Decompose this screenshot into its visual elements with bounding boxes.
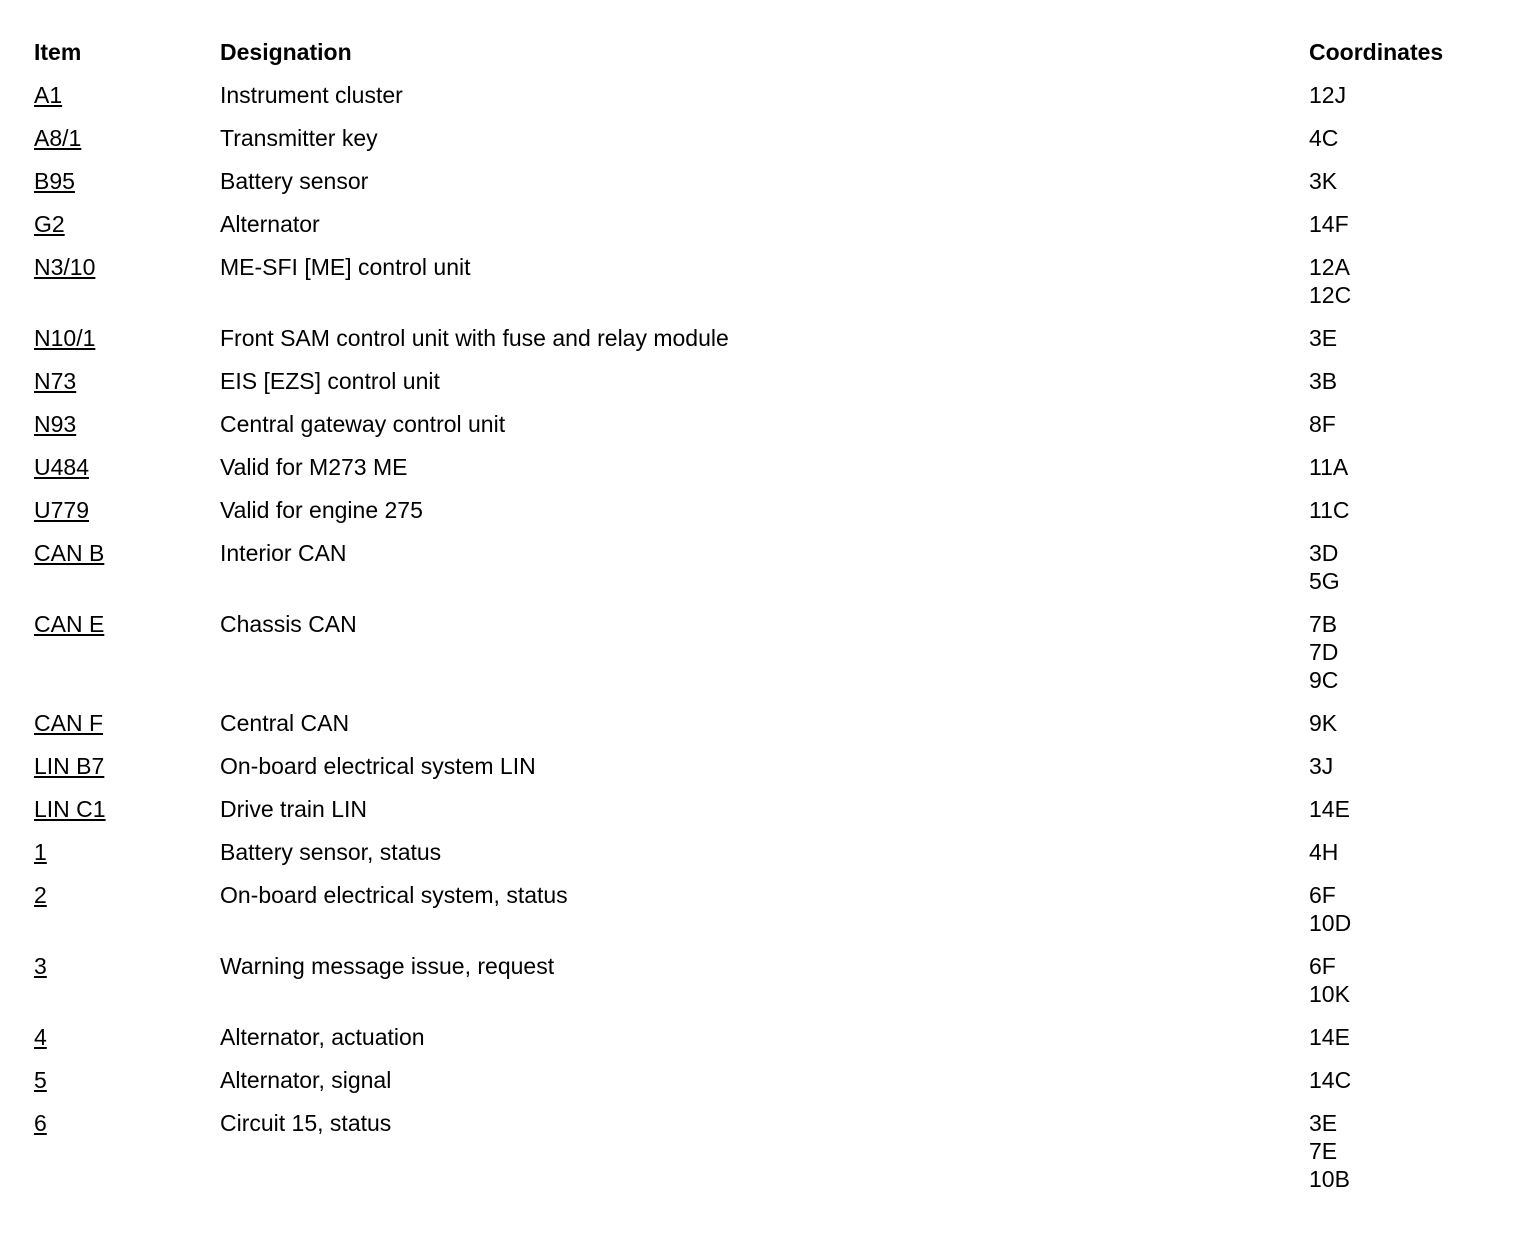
item-link[interactable]: U484 xyxy=(34,454,89,480)
item-cell xyxy=(34,1023,220,1051)
item-cell xyxy=(34,838,220,866)
table-row xyxy=(34,709,1494,737)
coordinates-cell xyxy=(1309,709,1494,737)
table-row xyxy=(34,881,1494,937)
coordinates-cell xyxy=(1309,124,1494,152)
coordinate-value: 6F xyxy=(1309,953,1336,979)
item-link[interactable]: B95 xyxy=(34,168,75,194)
item-link[interactable]: LIN B7 xyxy=(34,753,105,779)
coordinate-value: 12A xyxy=(1309,254,1350,280)
coordinate-value: 3B xyxy=(1309,368,1338,394)
coordinate-value: 9K xyxy=(1309,710,1338,736)
table-body xyxy=(34,81,1494,1193)
coordinate-value: 3J xyxy=(1309,753,1334,779)
item-cell xyxy=(34,539,220,567)
coordinates-cell xyxy=(1309,952,1494,1008)
coordinate-value: 4C xyxy=(1309,125,1339,151)
header-item: Item xyxy=(34,39,82,65)
coordinate-value: 9C xyxy=(1309,667,1339,693)
designation-cell: Valid for M273 ME xyxy=(220,454,408,480)
coordinates-cell xyxy=(1309,167,1494,195)
item-cell xyxy=(34,1066,220,1094)
designation-cell: Alternator, actuation xyxy=(220,1024,425,1050)
coordinate-value: 10D xyxy=(1309,910,1352,936)
coordinate-value: 5G xyxy=(1309,568,1340,594)
designation-cell: Battery sensor xyxy=(220,168,369,194)
table-row xyxy=(34,952,1494,1008)
item-cell xyxy=(34,210,220,238)
item-cell xyxy=(34,795,220,823)
designation-cell: Transmitter key xyxy=(220,125,378,151)
coordinate-value: 11C xyxy=(1309,497,1350,523)
coordinates-cell xyxy=(1309,881,1494,937)
item-link[interactable]: 5 xyxy=(34,1067,47,1093)
coordinate-value: 14C xyxy=(1309,1067,1352,1093)
designation-cell: Instrument cluster xyxy=(220,82,403,108)
coordinate-value: 10B xyxy=(1309,1166,1350,1192)
coordinate-value: 11A xyxy=(1309,454,1349,480)
designation-cell: Central CAN xyxy=(220,710,350,736)
designation-cell: Valid for engine 275 xyxy=(220,497,423,523)
item-link[interactable]: N73 xyxy=(34,368,77,394)
designation-cell: Front SAM control unit with fuse and relay module xyxy=(220,325,729,351)
item-link[interactable]: CAN E xyxy=(34,611,105,637)
designation-cell: Warning message issue, request xyxy=(220,953,555,979)
coordinate-value: 4H xyxy=(1309,839,1339,865)
item-cell xyxy=(34,324,220,352)
coordinates-cell xyxy=(1309,1023,1494,1051)
coordinate-value: 10K xyxy=(1309,981,1350,1007)
coordinates-cell xyxy=(1309,1066,1494,1094)
designation-cell: Central gateway control unit xyxy=(220,411,506,437)
coordinates-cell xyxy=(1309,410,1494,438)
coordinates-cell xyxy=(1309,610,1494,694)
coordinates-cell xyxy=(1309,539,1494,595)
coordinates-cell xyxy=(1309,752,1494,780)
table-row xyxy=(34,496,1494,524)
table-row xyxy=(34,1023,1494,1051)
designation-cell: On-board electrical system, status xyxy=(220,882,568,908)
header-coordinates: Coordinates xyxy=(1309,39,1444,65)
coordinates-cell xyxy=(1309,210,1494,238)
coordinate-value: 3E xyxy=(1309,1110,1338,1136)
item-link[interactable]: LIN C1 xyxy=(34,796,106,822)
item-link[interactable]: N10/1 xyxy=(34,325,96,351)
designation-cell: Battery sensor, status xyxy=(220,839,442,865)
designation-cell: Alternator xyxy=(220,211,320,237)
table-row xyxy=(34,1066,1494,1094)
item-cell xyxy=(34,952,220,980)
item-cell xyxy=(34,124,220,152)
item-cell xyxy=(34,367,220,395)
designation-cell: ME-SFI [ME] control unit xyxy=(220,254,471,280)
designation-cell: On-board electrical system LIN xyxy=(220,753,536,779)
item-link[interactable]: U779 xyxy=(34,497,89,523)
coordinate-value: 7D xyxy=(1309,639,1339,665)
designation-cell: EIS [EZS] control unit xyxy=(220,368,440,394)
coordinate-value: 14F xyxy=(1309,211,1349,237)
item-link[interactable]: G2 xyxy=(34,211,65,237)
item-link[interactable]: 3 xyxy=(34,953,47,979)
item-cell xyxy=(34,167,220,195)
coordinates-cell xyxy=(1309,367,1494,395)
table-row xyxy=(34,410,1494,438)
designation-cell: Interior CAN xyxy=(220,540,347,566)
table-row xyxy=(34,210,1494,238)
designation-cell: Drive train LIN xyxy=(220,796,367,822)
table-row xyxy=(34,752,1494,780)
coordinate-value: 7B xyxy=(1309,611,1338,637)
item-link[interactable]: 6 xyxy=(34,1110,47,1136)
coordinate-value: 8F xyxy=(1309,411,1336,437)
coordinate-value: 3K xyxy=(1309,168,1338,194)
table-row xyxy=(34,610,1494,694)
table-row xyxy=(34,367,1494,395)
table-row xyxy=(34,539,1494,595)
item-cell xyxy=(34,1109,220,1137)
item-cell xyxy=(34,410,220,438)
coordinates-cell xyxy=(1309,81,1494,109)
item-cell xyxy=(34,752,220,780)
table-row xyxy=(34,124,1494,152)
coordinate-value: 3D xyxy=(1309,540,1339,566)
item-link[interactable]: N3/10 xyxy=(34,254,96,280)
coordinate-value: 3E xyxy=(1309,325,1338,351)
coordinates-cell xyxy=(1309,496,1494,524)
coordinates-cell xyxy=(1309,1109,1494,1193)
item-link[interactable]: 1 xyxy=(34,839,47,865)
designation-cell: Chassis CAN xyxy=(220,611,357,637)
table-row xyxy=(34,453,1494,481)
designation-cell: Circuit 15, status xyxy=(220,1110,392,1136)
table-row xyxy=(34,795,1494,823)
coordinates-cell xyxy=(1309,253,1494,309)
table-header xyxy=(34,38,1494,66)
item-link[interactable]: N93 xyxy=(34,411,77,437)
table-row xyxy=(34,81,1494,109)
item-link[interactable]: 2 xyxy=(34,882,47,908)
item-cell xyxy=(34,81,220,109)
header-designation: Designation xyxy=(220,39,352,65)
item-cell xyxy=(34,881,220,909)
item-link[interactable]: A8/1 xyxy=(34,125,82,151)
coordinate-value: 14E xyxy=(1309,1024,1350,1050)
item-link[interactable]: CAN B xyxy=(34,540,105,566)
table-row xyxy=(34,1109,1494,1193)
designation-cell: Alternator, signal xyxy=(220,1067,392,1093)
item-link[interactable]: 4 xyxy=(34,1024,47,1050)
item-cell xyxy=(34,496,220,524)
item-cell xyxy=(34,709,220,737)
coordinates-cell xyxy=(1309,453,1494,481)
coordinates-cell xyxy=(1309,838,1494,866)
table-row xyxy=(34,838,1494,866)
table-row xyxy=(34,253,1494,309)
coordinates-cell xyxy=(1309,324,1494,352)
item-link[interactable]: A1 xyxy=(34,82,63,108)
coordinate-value: 12C xyxy=(1309,282,1352,308)
coordinate-value: 14E xyxy=(1309,796,1350,822)
item-cell xyxy=(34,610,220,638)
coordinate-value: 6F xyxy=(1309,882,1336,908)
table-row xyxy=(34,167,1494,195)
legend-table xyxy=(34,38,1494,1208)
table-row xyxy=(34,324,1494,352)
item-link[interactable]: CAN F xyxy=(34,710,103,736)
coordinate-value: 12J xyxy=(1309,82,1347,108)
coordinates-cell xyxy=(1309,795,1494,823)
item-cell xyxy=(34,453,220,481)
item-cell xyxy=(34,253,220,281)
coordinate-value: 7E xyxy=(1309,1138,1338,1164)
